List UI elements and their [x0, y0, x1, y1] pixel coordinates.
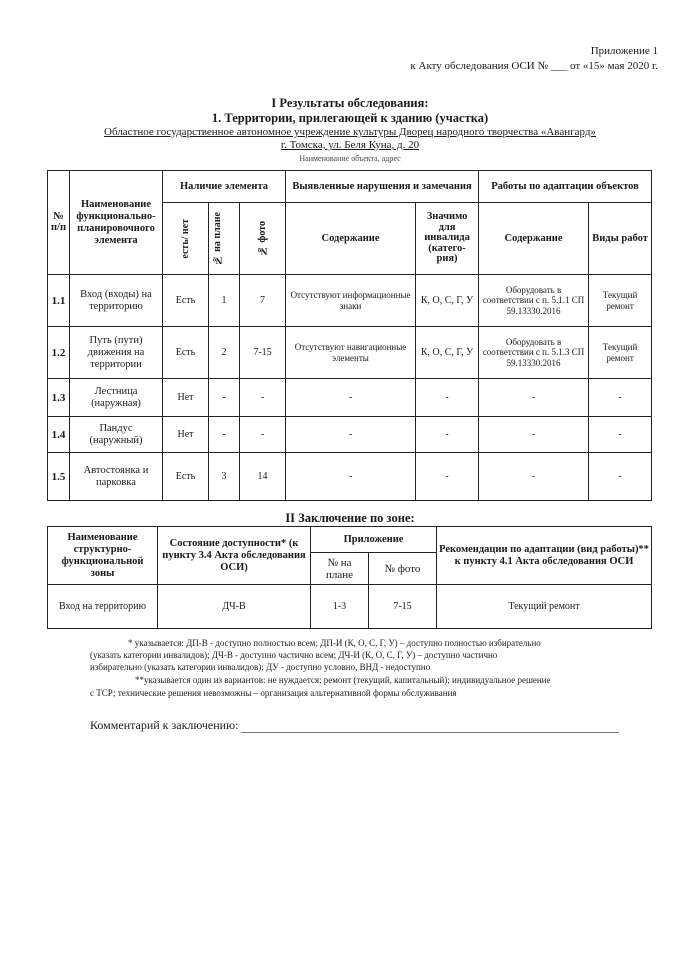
row-adapt: -: [479, 453, 589, 501]
footnote-2-line2: с ТСР; технические решения невозможны – организация альтернативной формы обслуживания: [90, 688, 457, 698]
row-exists: Нет: [163, 379, 209, 417]
row-work: -: [589, 453, 652, 501]
header-photo-cell: [240, 203, 286, 275]
row-exists: Есть: [163, 453, 209, 501]
header-zone-photo: № фото: [369, 553, 437, 585]
table-row: [48, 327, 652, 379]
table-row: [48, 379, 652, 417]
header-adapt-content: Содержание: [479, 203, 589, 275]
row-content: Отсутствуют навигационные элементы: [286, 327, 416, 379]
zone-photo: 7-15: [369, 585, 437, 629]
row-category: -: [416, 417, 479, 453]
row-adapt: Оборудовать в соответствии с п. 5.1.3 СП 59.13330.2016: [479, 327, 589, 379]
organization-caption: Наименование объекта, адрес: [299, 154, 401, 163]
table-row: [48, 417, 652, 453]
header-photo: № фото: [256, 220, 268, 257]
header-on-plan-cell: [209, 203, 240, 275]
header-violations: Выявленные нарушения и замечания: [286, 171, 479, 203]
header-adaptation: Работы по адаптации объектов: [479, 171, 652, 203]
row-adapt: -: [479, 417, 589, 453]
row-category: К, О, С, Г, У: [416, 275, 479, 327]
header-on-plan: № на плане: [212, 211, 223, 266]
row-content: -: [286, 417, 416, 453]
header-exists: есть/ нет: [179, 218, 191, 259]
appendix-line2: к Акту обследования ОСИ № ___ от «15» мая 2020 г.: [410, 60, 658, 72]
row-element-name: Пандус (наружный): [70, 417, 163, 453]
header-zone-name: Наименование структурно-функциональной зоны: [48, 527, 158, 585]
organization-address: г. Томска, ул. Беля Куна, д. 20: [280, 139, 420, 151]
row-photo: 14: [240, 453, 286, 501]
row-element-name: Лестница (наружная): [70, 379, 163, 417]
zone-state: ДЧ-В: [158, 585, 311, 629]
row-photo: 7-15: [240, 327, 286, 379]
header-presence: Наличие элемента: [163, 171, 286, 203]
row-plan: -: [209, 379, 240, 417]
row-category: -: [416, 379, 479, 417]
zone-recommend: Текущий ремонт: [437, 585, 652, 629]
row-category: К, О, С, Г, У: [416, 327, 479, 379]
row-photo: -: [240, 379, 286, 417]
comment-block: [90, 718, 619, 733]
header-num: № п/п: [48, 171, 70, 275]
footnote-1-line3: избирательно (указать категории инвалидов); ДУ - доступно условно, ВНД - недоступно: [90, 662, 431, 672]
row-category: -: [416, 453, 479, 501]
row-content: -: [286, 379, 416, 417]
header-state: Состояние доступности* (к пункту 3.4 Акта обследования ОСИ): [158, 527, 311, 585]
header-exists-cell: [163, 203, 209, 275]
appendix-line1: Приложение 1: [590, 45, 658, 57]
header-content: Содержание: [286, 203, 416, 275]
row-num: 1.1: [48, 275, 70, 327]
row-num: 1.4: [48, 417, 70, 453]
comment-label: Комментарий к заключению:: [90, 718, 239, 732]
section2-title: II Заключение по зоне:: [285, 511, 415, 525]
comment-line: [241, 720, 619, 733]
organization-name: Областное государственное автономное учреждение культуры Дворец народного творчества «Авангард»: [104, 126, 596, 138]
table-row: [48, 275, 652, 327]
row-exists: Есть: [163, 327, 209, 379]
footnote-2-line1: **указывается один из вариантов: не нуждается; ремонт (текущий, капитальный); индивидуальное решение: [135, 675, 551, 685]
header-work-types: Виды работ: [589, 203, 652, 275]
header-recommend: Рекомендации по адаптации (вид работы)** к пункту 4.1 Акта обследования ОСИ: [437, 527, 652, 585]
row-plan: 3: [209, 453, 240, 501]
header-significance: Значимо для инвалида (катего-рия): [416, 203, 479, 275]
row-element-name: Вход (входы) на территорию: [70, 275, 163, 327]
row-exists: Нет: [163, 417, 209, 453]
section1-title: I Результаты обследования:: [271, 96, 429, 110]
header-element-name: Наименование функционально-планировочного элемента: [70, 171, 163, 275]
section1-subtitle: 1. Территории, прилегающей к зданию (участка): [211, 111, 489, 125]
footnote-1-line2: (указать категории инвалидов); ДЧ-В - доступно частично всем; ДЧ-И (К, О, С, Г, У) – доступно частично: [90, 650, 498, 660]
header-appendix: Приложение: [311, 527, 437, 553]
table-row: [48, 585, 652, 629]
zone-plan: 1-3: [311, 585, 369, 629]
row-num: 1.3: [48, 379, 70, 417]
row-num: 1.5: [48, 453, 70, 501]
footnote-1-line1: * указывается: ДП-В - доступно полностью всем; ДП-И (К, О, С, Г, У) – доступно полностью избирательно: [128, 638, 541, 648]
row-adapt: Оборудовать в соответствии с п. 5.1.1 СП 59.13330.2016: [479, 275, 589, 327]
header-zone-on-plan: № на плане: [311, 553, 369, 585]
row-content: Отсутствуют информационные знаки: [286, 275, 416, 327]
zone-name: Вход на территорию: [48, 585, 158, 629]
row-work: -: [589, 417, 652, 453]
row-element-name: Автостоянка и парковка: [70, 453, 163, 501]
row-adapt: -: [479, 379, 589, 417]
row-plan: -: [209, 417, 240, 453]
row-photo: 7: [240, 275, 286, 327]
row-work: Текущий ремонт: [589, 275, 652, 327]
territory-elements-table: [47, 170, 652, 501]
row-photo: -: [240, 417, 286, 453]
zone-conclusion-table: [47, 526, 652, 629]
row-exists: Есть: [163, 275, 209, 327]
row-work: Текущий ремонт: [589, 327, 652, 379]
organization-block: [0, 126, 700, 152]
row-element-name: Путь (пути) движения на территории: [70, 327, 163, 379]
row-num: 1.2: [48, 327, 70, 379]
row-plan: 2: [209, 327, 240, 379]
appendix-header: [410, 44, 658, 74]
row-work: -: [589, 379, 652, 417]
row-content: -: [286, 453, 416, 501]
row-plan: 1: [209, 275, 240, 327]
table-row: [48, 453, 652, 501]
